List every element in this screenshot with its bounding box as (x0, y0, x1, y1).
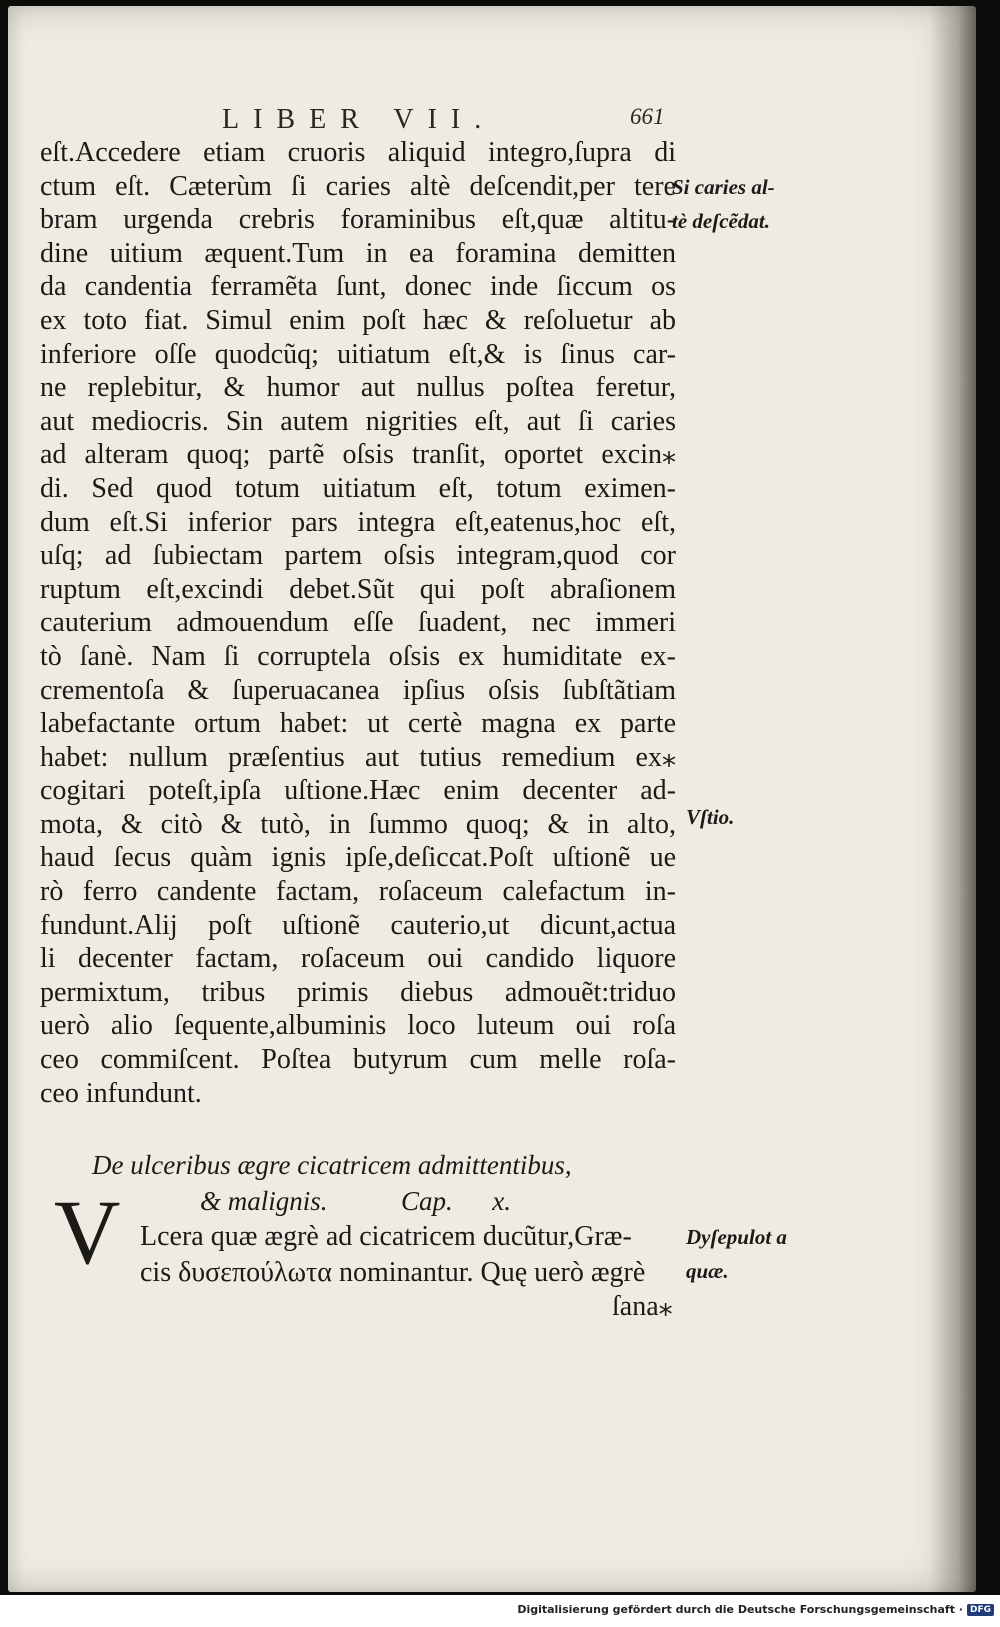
digitization-credit (517, 1603, 994, 1616)
text-line: labefactante ortum habet: ut certè magna ex parte (40, 708, 676, 740)
margin-note-line: Dyſepulot a (686, 1225, 787, 1249)
chapter-text-line: Lcera quæ ægrè ad cicatricem ducũtur,Græ- (140, 1221, 632, 1252)
margin-note-ustio: Vſtio. (686, 805, 735, 829)
text-line: ad alteram quoq; partẽ oſsis tranſit, oportet excin⁎ (40, 439, 676, 471)
text-line: haud ſecus quàm ignis ipſe,deſiccat.Poſt uſtionẽ ue (40, 842, 676, 874)
text-line: tò ſanè. Nam ſi corruptela oſsis ex humiditate ex- (40, 640, 676, 672)
chapter-heading-line1: De ulceribus ægre cicatricem admittentibus, (92, 1150, 572, 1180)
margin-note-caries (672, 170, 775, 238)
chapter-label: Cap. (401, 1186, 453, 1216)
text-line: da candentia ferramẽta ſunt, donec inde ſiccum os (40, 271, 676, 303)
page-number: 661 (630, 104, 665, 129)
page-spine-shadow (930, 6, 976, 1592)
margin-note-line: quæ. (686, 1259, 729, 1283)
text-line: ex toto fiat. Simul enim poſt hæc & reſoluetur ab (40, 304, 676, 336)
chapter-text-line: cis δυσεπούλωτα nominantur. Quę uerò ægrè (140, 1257, 646, 1288)
text-line: aut mediocris. Sin autem nigrities eſt, aut ſi caries (40, 405, 676, 437)
text-line: cauterium admouendum eſſe ſuadent, nec immeri (40, 607, 676, 639)
chapter-heading-line2 (200, 1186, 511, 1217)
text-line: fundunt.Alij poſt uſtionẽ cauterio,ut dicunt,actua (40, 909, 676, 941)
chapter-heading-text: & malignis. (200, 1186, 328, 1216)
margin-note-dysepulota (686, 1220, 787, 1288)
text-line: eſt.Accedere etiam cruoris aliquid integro,ſupra di (40, 137, 676, 168)
text-line: ruptum eſt,excindi debet.Sũt qui poſt abraſionem (40, 573, 676, 605)
text-line: rò ferro candente factam, roſaceum calefactum in- (40, 876, 676, 908)
chapter-number: x. (492, 1186, 512, 1216)
text-line: ceo infundunt. (40, 1077, 202, 1109)
text-line: inferiore oſſe quodcũq; uitiatum eſt,& is ſinus car- (40, 338, 676, 370)
margin-note-line: tè deſcẽdat. (672, 209, 770, 233)
text-line: permixtum, tribus primis diebus admouẽt:triduo (40, 976, 676, 1008)
text-line: uſq; ad ſubiectam partem oſsis integram,quod cor (40, 540, 676, 572)
text-line: ne replebitur, & humor aut nullus poſtea feretur, (40, 372, 676, 404)
body-text (40, 136, 676, 1110)
text-line: crementoſa & ſuperuacanea ipſius oſsis ſubſtãtiam (40, 674, 676, 706)
text-line: li decenter factam, roſaceum oui candido liquore (40, 943, 676, 975)
text-line: ctum eſt. Cæterùm ſi caries altè deſcendit,per tere (40, 170, 676, 202)
dfg-logo: DFG (967, 1604, 994, 1616)
text-line: dine uitium æquent.Tum in ea foramina demitten (40, 237, 676, 269)
margin-note-line: Si caries al- (672, 175, 775, 199)
text-line: dum eſt.Si inferior pars integra eſt,eatenus,hoc eſt, (40, 506, 676, 538)
text-line: bram urgenda crebris foraminibus eſt,quæ altitu- (40, 204, 676, 236)
catchword: ſana⁎ (612, 1291, 673, 1322)
text-line: di. Sed quod totum uitiatum eſt, totum eximen- (40, 472, 676, 504)
text-line: ceo commiſcent. Poſtea butyrum cum melle roſa- (40, 1044, 676, 1076)
text-line: habet: nullum præſentius aut tutius remedium ex⁎ (40, 741, 676, 773)
credit-text: Digitalisierung gefördert durch die Deutsche Forschungsgemeinschaft · (517, 1603, 963, 1616)
text-line: cogitari poteſt,ipſa uſtione.Hæc enim decenter ad- (40, 775, 676, 807)
drop-cap-initial: V (54, 1181, 121, 1283)
text-line: uerò alio ſequente,albuminis loco luteum oui roſa (40, 1010, 676, 1042)
running-head: LIBER VII. (222, 104, 496, 135)
text-line: mota, & citò & tutò, in ſummo quoq; & in alto, (40, 808, 676, 840)
